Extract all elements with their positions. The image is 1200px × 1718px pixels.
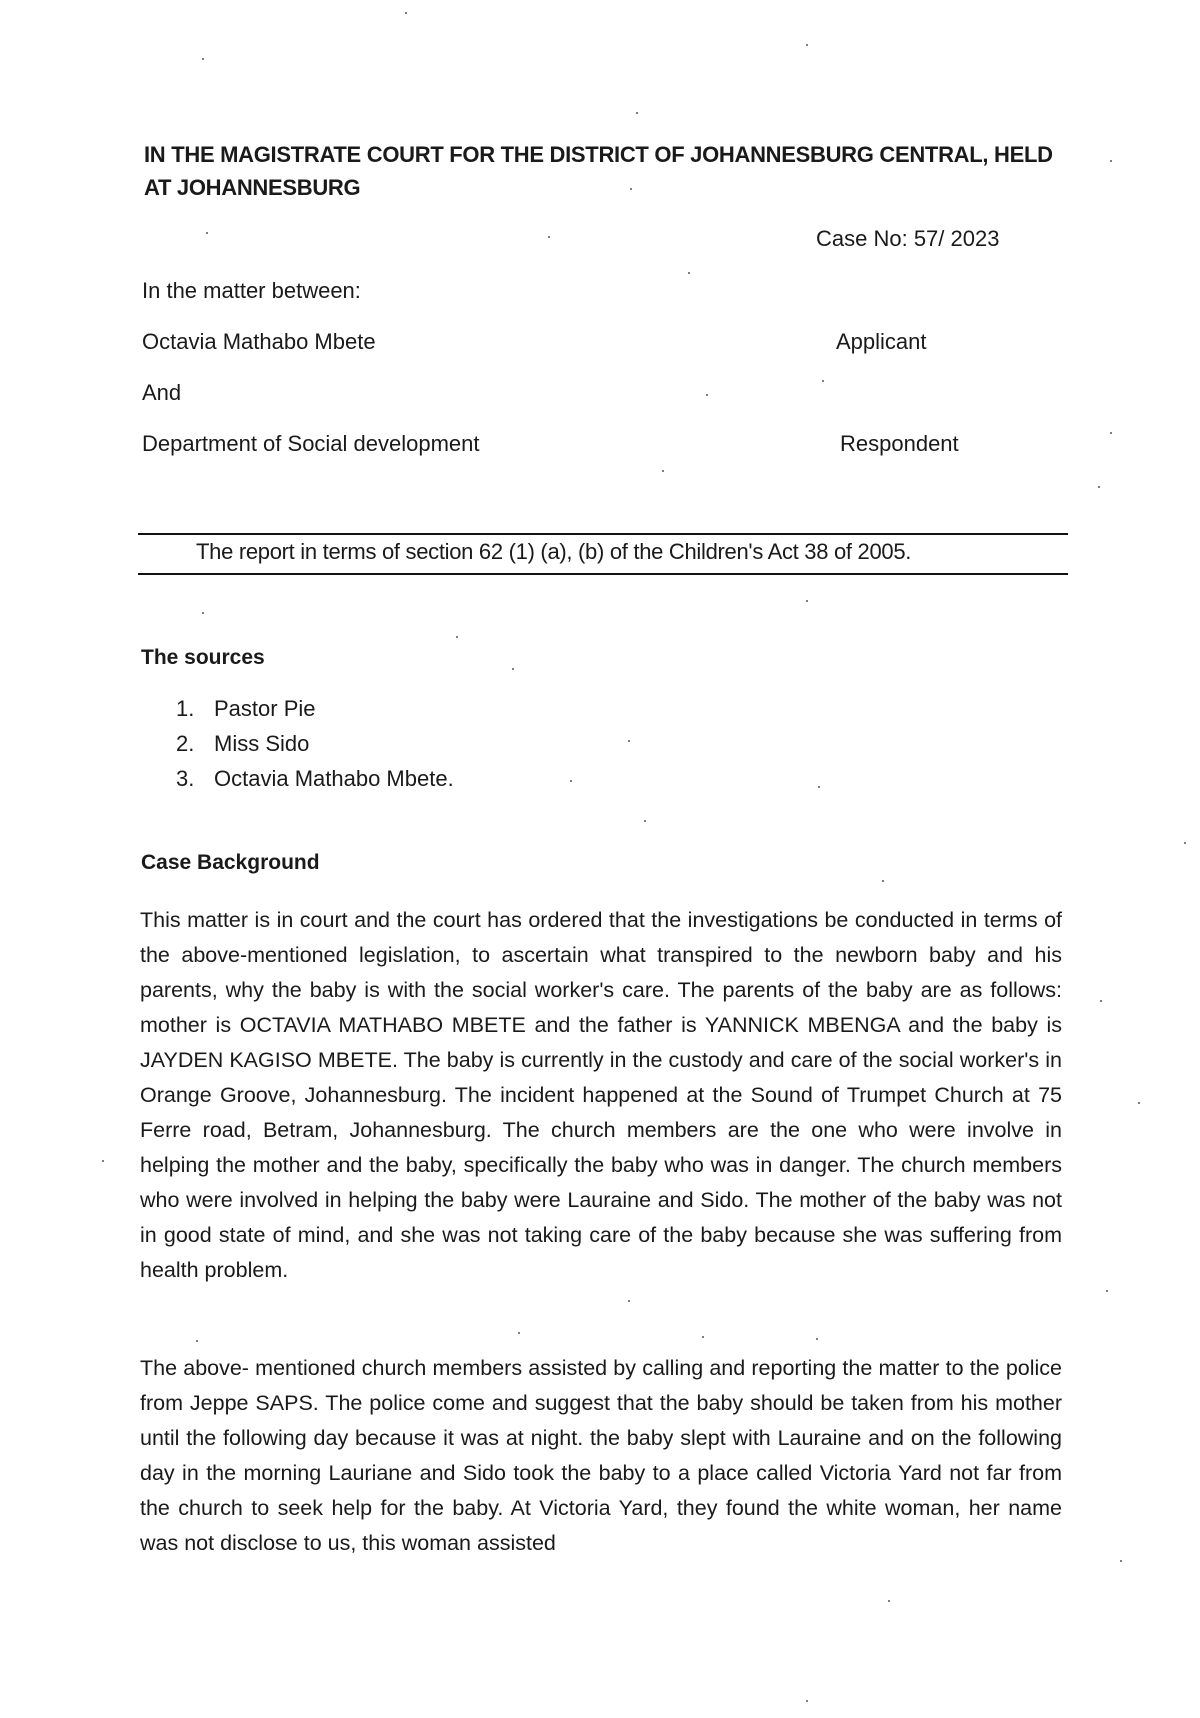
case-background-heading: Case Background <box>141 851 320 874</box>
list-item-text: Miss Sido <box>214 731 310 756</box>
list-item-number: 1. <box>176 696 195 721</box>
list-item-text: Octavia Mathabo Mbete. <box>214 766 454 791</box>
applicant-name: Octavia Mathabo Mbete <box>142 329 376 354</box>
list-item-text: Pastor Pie <box>214 696 316 721</box>
and-label: And <box>142 380 182 405</box>
matter-between-label: In the matter between: <box>142 278 361 303</box>
report-bottom-rule <box>138 573 1068 575</box>
case-background-paragraph-2: The above- mentioned church members assisted by calling and reporting the matter to the police from Jeppe SAPS. The police come and suggest that the baby should be taken from his mother until the following day because it was at night. the baby slept with Lauraine and on the following day in the morning Lauriane and Sido took the baby to a place called Victoria Yard not far from the church to seek help for the baby. At Victoria Yard, they found the white woman, her name was not disclose to us, this woman assisted <box>140 1356 1062 1555</box>
list-item-number: 2. <box>176 731 195 756</box>
list-item <box>176 766 454 801</box>
sources-list <box>176 696 454 801</box>
case-background-paragraph-1: This matter is in court and the court has ordered that the investigations be conducted in terms of the above-mentioned legislation, to ascertain what transpired to the newborn baby and his parents, why the baby is with the social worker's care. The parents of the baby are as follows: mother is OCTAVIA MATHABO MBETE and the father is YANNICK MBENGA and the baby is JAYDEN KAGISO MBETE. The baby is currently in the custody and care of the social worker's in Orange Groove, Johannesburg. The incident happened at the Sound of Trumpet Church at 75 Ferre road, Betram, Johannesburg. The church members are the one who were involve in helping the mother and the baby, specifically the baby who was in danger. The church members who were involved in helping the baby were Lauraine and Sido. The mother of the baby was not in good state of mind, and she was not taking care of the baby because she was suffering from health problem. <box>140 908 1062 1282</box>
report-title: The report in terms of section 62 (1) (a), (b) of the Children's Act 38 of 2005. <box>196 539 912 564</box>
court-title: IN THE MAGISTRATE COURT FOR THE DISTRICT OF JOHANNESBURG CENTRAL, HELD AT JOHANNESBURG <box>144 142 1053 200</box>
respondent-role: Respondent <box>840 431 959 456</box>
report-top-rule <box>138 533 1068 535</box>
case-number: Case No: 57/ 2023 <box>816 226 1000 251</box>
applicant-role: Applicant <box>836 329 927 354</box>
respondent-name: Department of Social development <box>142 431 480 456</box>
sources-heading: The sources <box>141 646 265 669</box>
list-item <box>176 696 454 731</box>
list-item <box>176 731 454 766</box>
list-item-number: 3. <box>176 766 195 791</box>
